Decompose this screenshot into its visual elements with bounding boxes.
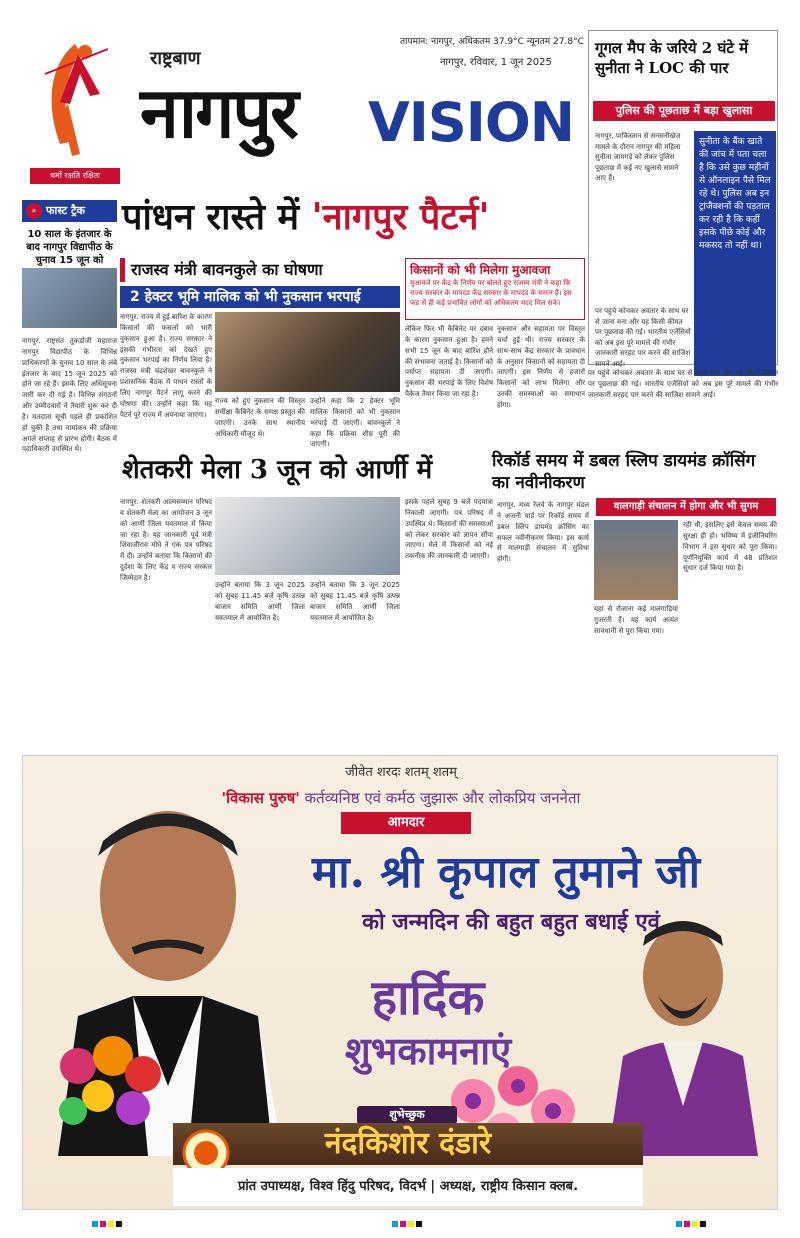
kisan-box-text: मुआवजे पर केंद्र के निर्णय पर बोलते हुए राजस्व मंत्री ने कहा कि राज्य सरकार के मापदंड केंद्र सरकार के मापदंड के समान हैं। इस फंड से ही कई प्रभावित लोगों को अधिकतम मदद मिल सके।	[410, 279, 572, 307]
sender-portrait	[603, 906, 763, 1156]
mela-column-1: नागपुर. शेतकरी आत्मसम्मान परिषद व शेतकरी मेला का आयोजन 3 जून को आर्णी जिला यवतमाल में किया जा रहा है। यह जानकारी पूर्व मंत्री शिवाजीराव मोघे ने एक पत्र परिषद में दी। उन्होंने बताया कि किसानों की दुर्दशा के लिए केंद्र व राज्य सरकार जिम्मेदार है।	[120, 498, 212, 582]
top-right-continuation	[588, 368, 778, 448]
lead-headline	[122, 196, 584, 239]
ad-shubhechhuk: शुभेच्छुक	[357, 1106, 457, 1124]
archer-logo-icon	[40, 34, 110, 164]
fast-track-photo	[22, 268, 117, 328]
lead-subhead-1: राजस्व मंत्री बावनकुले का घोषणा	[120, 258, 400, 282]
mela-column-2: उन्होंने बताया कि 3 जून 2025 को सुबह 11.45 बजे कृषि उत्पन्न बाजार समिति आर्णी जिला यवतमाल में आयोजित है।	[215, 581, 305, 622]
top-right-story	[588, 30, 778, 368]
weather-info: तापमान: नागपुर, अधिकतम 37.9°C न्यूनतम 27.8°C	[400, 37, 584, 47]
mela-photo	[215, 497, 400, 575]
fast-forward-icon: »	[26, 203, 42, 219]
ad-sender-name: नंदकिशोर दंडारे	[173, 1123, 643, 1165]
top-right-body: नागपुर. पाकिस्तान से सनसनीखेज मामले के दौरान नागपुर की महिला सुनीता जामगड़े को लेकर पुलिस पूछताछ में कई नए खुलासे सामने आए हैं।	[595, 132, 681, 182]
lead-headline-prefix: पांधन रास्ते में	[122, 196, 312, 238]
bouquet-icon	[48, 1026, 178, 1146]
birthday-advertisement	[22, 755, 778, 1210]
ad-aamdar-label: आमदार	[341, 812, 471, 834]
kisan-box	[405, 258, 585, 320]
top-right-callout: सुनीता के बैंक खाते की जांच में पता चला है कि उसे कुछ महीनों से ऑनलाइन पैसे मिल रहे थे। पुलिस अब इन ट्रांजैक्शनों की पड़ताल कर रही है कि कहीं इसके पीछे कोई और मकसद तो नहीं था।	[694, 131, 776, 376]
top-right-subhead: पुलिस की पूछताछ में बड़ा खुलासा	[593, 101, 775, 121]
ad-tagline-rest: कर्तव्यनिष्ठ एवं कर्मठ जुझारू और लोकप्रिय जननेता	[299, 789, 581, 807]
mela-column-2b: उन्होंने बताया कि 3 जून 2025 को सुबह 11.45 बजे कृषि उत्पन्न बाजार समिति आर्णी जिला यवतमाल में आयोजित है।	[310, 581, 400, 622]
brand-vision: VISION	[368, 91, 574, 154]
kisan-box-title: किसानों को भी मिलेगा मुआवजा	[410, 263, 551, 277]
diamond-photo	[594, 520, 678, 600]
diamond-column-2: यहां से रोजाना कई मालगाड़ियां गुजरती हैं। यह कार्य अत्यंत सावधानी से पूरा किया गया।	[594, 605, 678, 635]
print-registration-marks	[0, 1215, 800, 1235]
lead-subhead-2: 2 हेक्टर भूमि मालिक को भी नुकसान भरपाई	[120, 286, 400, 308]
ad-blessing: जीवेत शरदः शतम् शतम्	[345, 765, 457, 780]
fast-track-headline: 10 साल के इंतजार के बाद नागपुर विद्यापीठ के चुनाव 15 जून को	[26, 229, 113, 266]
ad-shubhkamnaye: शुभकामनाएं	[344, 1028, 512, 1073]
ad-tagline	[23, 788, 779, 808]
lead-column-2: राज्य को हुए नुकसान की विस्तृत समीक्षा कैबिनेट के समक्ष प्रस्तुत की जाएगी। उनके साथ स्थानीय अधिकारी मौजूद थे।	[215, 397, 305, 438]
lead-headline-highlight: 'नागपुर पैटर्न'	[311, 196, 490, 238]
mela-column-3: इसके पहले सुबह 9 बजे पदयात्रा निकाली जाएगी। पत्र परिषद में उपस्थित थे। किसानों की समस्याओं को लेकर सरकार को ज्ञापन सौंपा जाएगा। मेले में किसानों को नई तकनीक की जानकारी दी जाएगी।	[405, 498, 493, 561]
diamond-subhead: वालगाड़ी संचालन में होगा और भी सुगम	[596, 498, 776, 516]
fast-track-sidebar	[22, 200, 117, 630]
lead-photo	[215, 312, 400, 392]
lead-column-4: लेकिन फिर भी कैबिनेट पर दबाव के कारण नुकसान हुआ है। हमने सभी 15 जून के बाद बारिश होने की संभावना जताई है। किसानों को पर्याप्त सहायता दी जाएगी। नुकसान की भरपाई के लिए विशेष पैकेज तैयार किया जा रहा है।	[405, 325, 493, 399]
ad-sender-description: प्रांत उपाध्यक्ष, विश्व हिंदु परिषद, विदर्भ | अध्यक्ष, राष्ट्रीय किसान क्लब.	[173, 1168, 643, 1206]
brand-small: राष्ट्रबाण	[150, 48, 201, 69]
ad-hardik: हार्दिक	[371, 970, 485, 1026]
brand-name: नागपुर	[140, 72, 297, 154]
ad-wish-line: को जन्मदिन की बहुत बहुत बधाई एवं	[362, 910, 660, 935]
fast-track-label: फास्ट ट्रैक	[46, 204, 85, 217]
top-right-continuation-text: पर पहुंचे कोचकर अवतार के साथ घर से जाना मना और यह किसी कीमत पर पूछताछ की गई। भारतीय एजेंसियों को अब इस पूरे मामले की गंभीर जानकारी सरहद पार करने की साजिश सामने आई।	[588, 369, 778, 399]
top-right-body-2: पर पहुंचे कोचकर अवतार के साथ घर से जाना मना और यह किसी कीमत पर पूछताछ की गई। भारतीय एजेंसियों को अब इस पूरे मामले की गंभीर जानकारी सरहद पार करने की साजिश सामने आई।	[595, 307, 691, 368]
masthead	[30, 28, 585, 193]
dateline: नागपुर, रविवार, 1 जून 2025	[440, 57, 552, 68]
diamond-column-1: नागपुर. मध्य रेलवे के नागपुर मंडल ने अजनी यार्ड पर रिकॉर्ड समय में डबल स्लिप डायमंड क्रॉसिंग का सफल नवीनीकरण किया। इस कार्य से मालगाड़ी संचालन में सुविधा होगी।	[497, 501, 589, 564]
top-right-headline: गूगल मैप के जरिये 2 घंटे में सुनीता ने LOC की पार	[595, 39, 749, 77]
lead-column-3: उन्होंने कहा कि 2 हेक्टर भूमि मालिक किसानों को भी नुकसान भरपाई दी जाएगी। बावनकुले ने कहा कि प्रक्रिया शीघ्र पूरी की जाएगी।	[310, 397, 400, 449]
masthead-tagline: धर्मो रक्षति रक्षितः	[30, 168, 120, 184]
lead-column-1: नागपुर. राज्य में हुई बारिश के कारण किसानों की फसलों को भारी नुकसान हुआ है। राज्य सरकार ने इसकी गंभीरता को देखते हुए नुकसान भरपाई का निर्णय लिया है। राजस्व मंत्री चंद्रशेखर बावनकुले ने प्रशासनिक बैठक में पांधन रास्तों के लिए नागपुर पैटर्न लागू करने की घोषणा की। उन्होंने कहा कि यह पैटर्न पूरे राज्य में अपनाया जाएगा।	[120, 313, 212, 419]
mela-headline: शेतकरी मेला 3 जून को आर्णी में	[122, 455, 433, 485]
diamond-headline: रिकॉर्ड समय में डबल स्लिप डायमंड क्रॉसिंग का नवीनीकरण	[492, 451, 756, 494]
diamond-column-3: रही थी, इसलिए इसे केवल समय की सुरक्षा ही हो। भविष्य में इंजीनियरिंग विभाग ने इस सुधार को पूरा किया। पूर्णनियुक्ति कार्य में 48 प्रतिशत सुधार दर्ज किया गया है।	[683, 521, 777, 573]
lead-column-5: नुकसान और सहायता पर विस्तृत चर्चा हुई थी। राज्य सरकार के साथ-साथ केंद्र सरकार के प्रावधान के अनुसार किसानों को सहायता दी जाएगी। इस निर्णय से हजारों किसानों को लाभ मिलेगा और उनकी समस्याओं का समाधान होगा।	[497, 325, 585, 409]
ad-tagline-bold: 'विकास पुरुष'	[221, 789, 300, 807]
fast-track-body: नागपुर. राष्ट्रसंत तुकडोजी महाराज नागपुर विद्यापीठ के विभिन्न प्राधिकरणों के चुनाव 10 साल के लंबे इंतजार के बाद 15 जून 2025 को होने जा रहे हैं। इसके लिए अधिसूचना जारी कर दी गई है। विभिन्न संगठनों और उम्मीदवारों ने तैयारी शुरू कर दी है। मतदाता सूची पहले ही प्रकाशित हो चुकी है तथा नामांकन की प्रक्रिया अगले सप्ताह से प्रारंभ होगी। बैठक में पदाधिकारी उपस्थित थे।	[22, 337, 117, 454]
ad-honoree-name: मा. श्री कृपाल तुमाने जी	[311, 847, 701, 898]
